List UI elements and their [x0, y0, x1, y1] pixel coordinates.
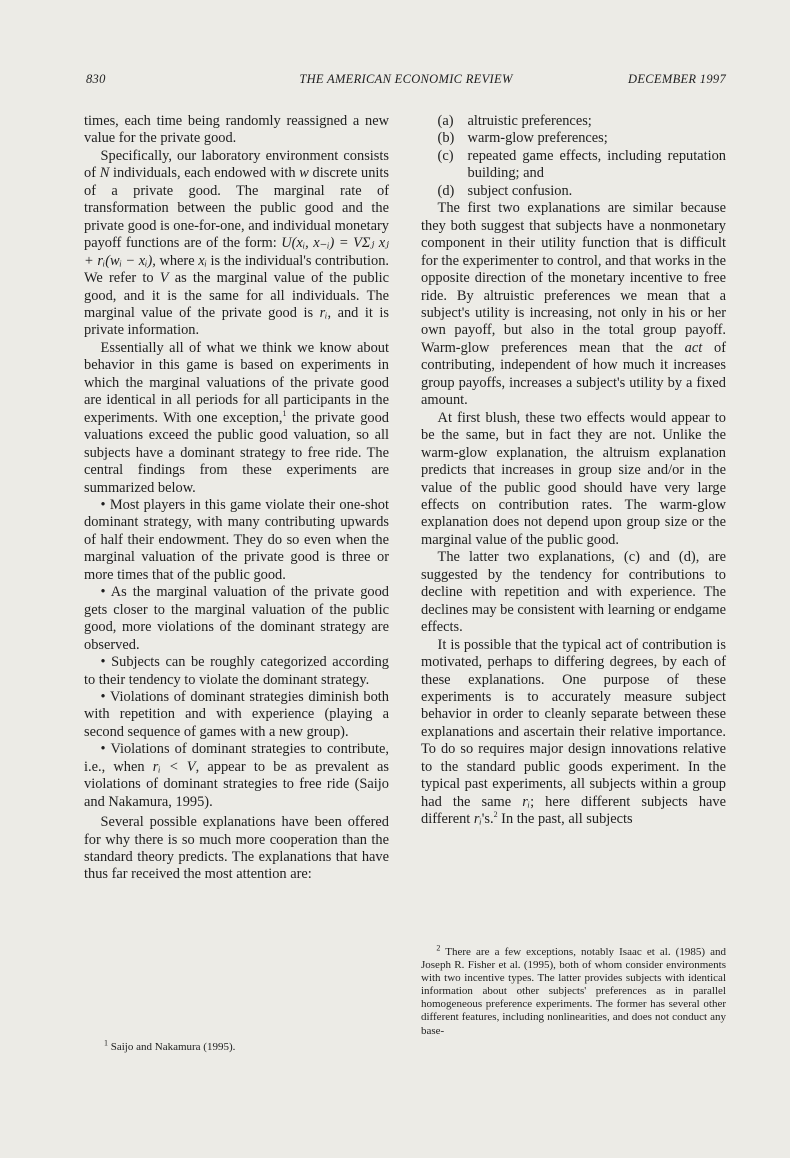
- finding-bullet: • Violations of dominant strategies to contribute, i.e., when rᵢ < V, appear to be as prevalent as violations of dominant strategies to free ride (Saijo and Nakamura, 1995).: [84, 741, 390, 810]
- issue-date: DECEMBER 1997: [628, 72, 726, 86]
- paragraph-design: It is possible that the typical act of contribution is motivated, perhaps to differing degrees, by each of these explanations. One purpose of these experiments is to accurately measure subject behavior in order to cleanly separate between these explanations and ascertain their relative importance. To do so requires major design innovations relative to the standard public goods experiment. In the typical past experiments, all subjects within a group had the same rᵢ; here different subjects have different rᵢ's.$^2$ In the past, all subjects: [421, 636, 726, 828]
- paragraph-comparison: At first blush, these two effects would appear to be the same, but in fact they are not. Unlike the warm-glow explanation, the altruism explanation predicts that increases in group size and/or in the value of the public good should have very large effects on contribution rates. The warm-glow explanation does not depend upon group size or the marginal value of the public good.: [421, 409, 726, 548]
- paragraph-environment: Specifically, our laboratory environment consists of N individuals, each endowed with w discrete units of a private good. The marginal rate of transformation between the public good and the private good is one-for-one, and individual monetary payoff functions are of the form: U(xᵢ, x₋ᵢ) = VΣⱼ xⱼ + rᵢ(wᵢ − xᵢ), where xᵢ is the individual's contribution. We refer to V as the marginal value of the public good, and it is the same for all individuals. The marginal value of the private good is rᵢ, and it is private information.: [84, 147, 389, 339]
- finding-bullet: • Subjects can be roughly categorized according to their tendency to violate the dominant strategy.: [84, 654, 389, 688]
- finding-bullet: • Most players in this game violate their one-shot dominant strategy, with many contributing upwards of half their endowment. They do so even when the marginal valuation of the private good is three or more times that of the public good.: [84, 496, 389, 583]
- finding-bullet: • Violations of dominant strategies diminish both with repetition and with experience (playing a second sequence of games with a new group).: [84, 688, 389, 740]
- left-column: [84, 113, 389, 884]
- paragraph-findings-intro: Essentially all of what we think we know about behavior in this game is based on experiments in which the marginal valuations of the private good are identical in all periods for all participants in the experiments. With one exception,$^1$ the private good valuations exceed the public good valuation, so all subjects have a dominant strategy to free ride. The central findings from these experiments are summarized below.: [84, 339, 389, 496]
- payoff-formula: U(xᵢ, x₋ᵢ) = VΣⱼ xⱼ + rᵢ(wᵢ − xᵢ),: [84, 235, 389, 269]
- paragraph: times, each time being randomly reassigned a new value for the private good.: [84, 113, 389, 147]
- paragraph-latter: The latter two explanations, (c) and (d), are suggested by the tendency for contributions to decline with repetition and with experience. The declines may be consistent with learning or endgame effects.: [421, 549, 726, 636]
- list-item: (c) repeated game effects, including reputation building; and: [437, 147, 726, 182]
- list-item: (a) altruistic preferences;: [437, 113, 592, 129]
- finding-bullet: • As the marginal valuation of the private good gets closer to the marginal valuation of the public good, more violations of the dominant strategy are observed.: [84, 584, 389, 653]
- list-item: (b) warm-glow preferences;: [437, 130, 608, 147]
- footnote-ref-1: 1: [282, 408, 287, 418]
- footnote-ref-2: 2: [493, 810, 498, 820]
- page-number: 830: [86, 72, 106, 86]
- right-column: [421, 113, 726, 829]
- paragraph-explanations: Several possible explanations have been offered for why there is so much more cooperation than the standard theory predicts. The explanations that have thus far received the most attention are:: [84, 814, 389, 883]
- footnote-1: $^1$ Saijo and Nakamura (1995).: [104, 1038, 236, 1053]
- list-item: (d) subject confusion.: [437, 182, 573, 199]
- paragraph-preferences: The first two explanations are similar because they both suggest that subjects have a nonmonetary component in their utility function that is difficult for the experimenter to control, and that works in the opposite direction of the monetary incentive to free ride. By altruistic preferences we mean that a subject's utility is increasing, not only in his or her own payoff, but also in the total group payoff. Warm-glow preferences mean that the act of contributing, independent of how much it increases group payoffs, increases a subject's utility by a fixed amount.: [421, 200, 726, 409]
- footnote-2: $^2$ There are a few exceptions, notably Isaac et al. (1985) and Joseph R. Fisher et al. (1995), both of whom consider environments with two incentive types. The latter provides subjects with identical information about other subjects' preferences as in parallel homogeneous preference experiments. The former has several other different features, including nonlinearities, and does not conduct any base-: [421, 943, 726, 1037]
- journal-title: THE AMERICAN ECONOMIC REVIEW: [299, 72, 513, 86]
- running-header: [86, 72, 726, 90]
